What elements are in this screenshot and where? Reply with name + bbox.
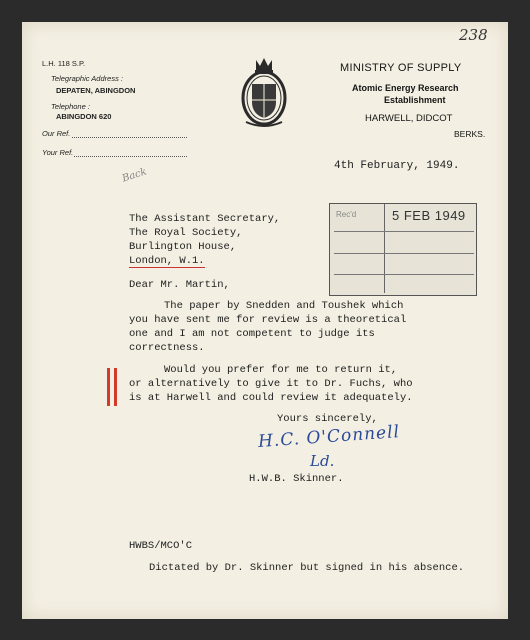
- our-ref-line: [72, 137, 187, 138]
- paragraph1-line: you have sent me for review is a theoretical: [129, 314, 407, 326]
- telegraphic-value: DEPATEN, ABINGDON: [56, 86, 136, 95]
- handwritten-signature: H.C. O'Connell: [257, 422, 401, 452]
- paragraph1-line: correctness.: [129, 342, 205, 354]
- address-line1: HARWELL, DIDCOT: [365, 113, 453, 124]
- page-number: 238: [459, 26, 488, 44]
- royal-crest-icon: [240, 56, 288, 130]
- paragraph1-line: The paper by Snedden and Toushek which: [164, 300, 404, 312]
- red-margin-mark: [107, 368, 110, 406]
- letter-page: [22, 22, 508, 619]
- pencil-annotation: Back: [120, 166, 149, 185]
- recipient-line1: The Assistant Secretary,: [129, 213, 281, 225]
- our-ref-label: Our Ref.: [42, 129, 71, 138]
- paragraph1-line: one and I am not competent to judge its: [129, 328, 375, 340]
- telephone-value: ABINGDON 620: [56, 112, 112, 121]
- letter-date: 4th February, 1949.: [334, 160, 460, 172]
- stamp-row: [334, 253, 474, 274]
- footnote: Dictated by Dr. Skinner but signed in his absence.: [149, 562, 465, 574]
- paragraph2-line: Would you prefer for me to return it,: [164, 364, 398, 376]
- ref-code: L.H. 118 S.P.: [42, 59, 86, 68]
- recipient-line3: Burlington House,: [129, 241, 237, 253]
- reference-code: HWBS/MCO'C: [129, 540, 193, 552]
- address-line2: BERKS.: [454, 129, 486, 139]
- ministry-name: MINISTRY OF SUPPLY: [340, 62, 462, 74]
- red-margin-mark: [114, 368, 117, 406]
- signature-initials: Ld.: [310, 452, 335, 470]
- establishment-line1: Atomic Energy Research: [352, 83, 459, 93]
- paragraph2-line: or alternatively to give it to Dr. Fuchs, who: [129, 378, 413, 390]
- received-stamp: [329, 203, 477, 296]
- your-ref-label: Your Ref.: [42, 148, 74, 157]
- telephone-label: Telephone :: [51, 102, 90, 111]
- salutation: Dear Mr. Martin,: [129, 279, 230, 291]
- paragraph2-line: is at Harwell and could review it adequately.: [129, 392, 413, 404]
- telegraphic-label: Telegraphic Address :: [51, 74, 123, 83]
- stamp-label: Rec'd: [336, 210, 357, 219]
- your-ref-line: [74, 156, 187, 157]
- stamp-date: 5 FEB 1949: [392, 208, 466, 223]
- recipient-line2: The Royal Society,: [129, 227, 243, 239]
- stamp-row: [334, 231, 474, 252]
- recipient-line4: London, W.1.: [129, 255, 205, 267]
- establishment-line2: Establishment: [384, 95, 446, 105]
- stamp-row: [334, 274, 474, 295]
- signer-name: H.W.B. Skinner.: [249, 473, 344, 485]
- closing: Yours sincerely,: [277, 413, 378, 425]
